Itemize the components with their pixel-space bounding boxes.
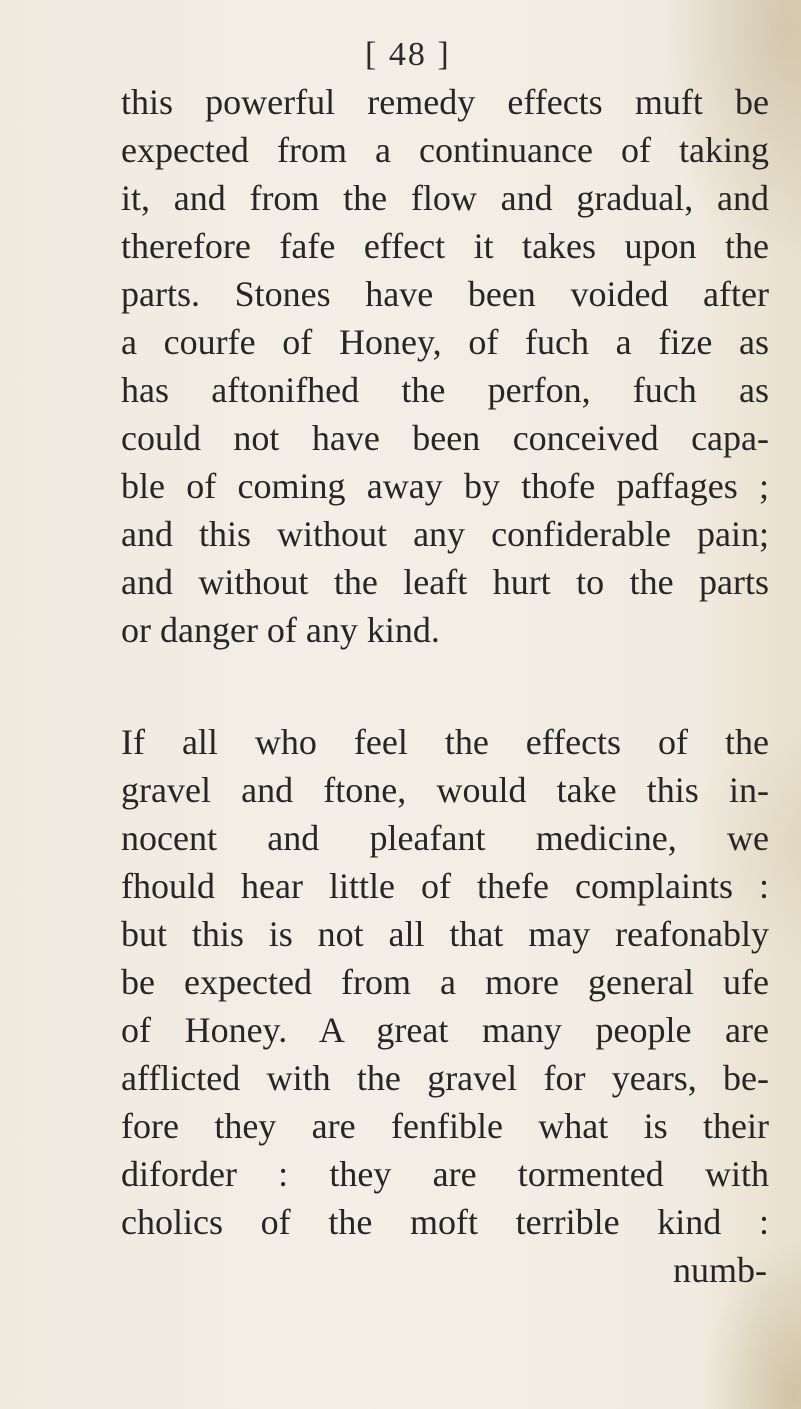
catchword: numb- [673, 1250, 767, 1290]
text-line: nocent and pleafant medicine, we [121, 818, 769, 858]
text-line: has aftonifhed the perfon, fuch as [121, 370, 769, 410]
text-line: of Honey. A great many people are [121, 1010, 769, 1050]
paragraph-2 [121, 718, 769, 1246]
text-line: a courfe of Honey, of fuch a fize as [121, 322, 769, 362]
text-line: could not have been conceived capa- [121, 418, 769, 458]
text-line: be expected from a more general ufe [121, 962, 769, 1002]
text-line: and without the leaft hurt to the parts [121, 562, 769, 602]
body-text [121, 78, 769, 1294]
text-line: parts. Stones have been voided after [121, 274, 769, 314]
text-line: it, and from the flow and gradual, and [121, 178, 769, 218]
text-line: If all who feel the effects of the [121, 722, 769, 762]
text-line: or danger of any kind. [121, 610, 440, 650]
paragraph-1 [121, 78, 769, 654]
page-number: [ 48 ] [365, 36, 451, 73]
paragraph-gap [121, 654, 769, 718]
text-line: diforder : they are tormented with [121, 1154, 769, 1194]
text-line: afflicted with the gravel for years, be- [121, 1058, 769, 1098]
text-line: fore they are fenfible what is their [121, 1106, 769, 1146]
text-line: fhould hear little of thefe complaints : [121, 866, 769, 906]
text-line: therefore fafe effect it takes upon the [121, 226, 769, 266]
text-line: this powerful remedy effects muft be [121, 82, 769, 122]
text-line: expected from a continuance of taking [121, 130, 769, 170]
text-line: but this is not all that may reafonably [121, 914, 769, 954]
text-line: and this without any confiderable pain; [121, 514, 769, 554]
text-line: cholics of the moft terrible kind : [121, 1202, 769, 1242]
text-line: gravel and ftone, would take this in- [121, 770, 769, 810]
text-line: ble of coming away by thofe paffages ; [121, 466, 769, 506]
